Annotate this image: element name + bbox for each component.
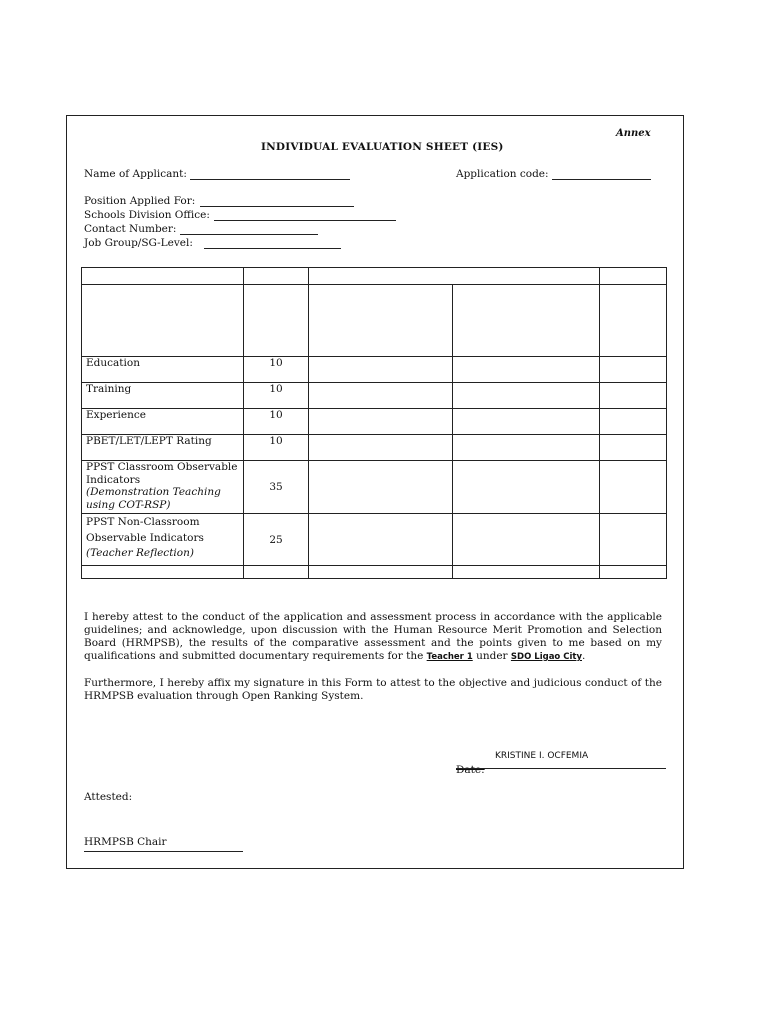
points-cell: 10 [244,409,309,435]
position-value: Teacher 1 [426,652,473,662]
score-cell[interactable] [600,409,667,435]
score-cell[interactable] [453,514,600,566]
points-cell: 10 [244,357,309,383]
total-cell [600,566,667,579]
table-total-row [82,566,667,579]
score-cell[interactable] [309,409,453,435]
affirmation-paragraph: Furthermore, I hereby affix my signature in this Form to attest to the objective and judicious conduct of the HRMPSB evaluation through Open Ranking System. [84,677,662,702]
score-cell[interactable] [309,435,453,461]
score-cell[interactable] [453,383,600,409]
division-office-label: Schools Division Office: [84,209,210,221]
score-cell[interactable] [309,514,453,566]
table-header-row [82,268,667,285]
attestation-text: I hereby attest to the conduct of the application and assessment process in accordance with the applicable guidelines; and acknowledge, upon discussion with the Human Resource Merit Promotion and Selection Board (HRMPSB), the results of the comparative assessment and the points given to me based on my qualifications and submitted documentary requirements for the [84,611,662,662]
office-value: SDO Ligao City [510,652,582,662]
score-cell[interactable] [453,435,600,461]
score-cell[interactable] [600,357,667,383]
header-cell [600,285,667,357]
total-cell [309,566,453,579]
criteria-text: PPST Non-Classroom Observable Indicators [86,516,204,544]
criteria-cell: Training [82,383,244,409]
points-cell: 10 [244,383,309,409]
criteria-cell [82,461,244,514]
applicant-name-line[interactable] [190,179,350,180]
header-cell [244,268,309,285]
header-cell [244,285,309,357]
criteria-note: (Teacher Reflection) [86,547,194,559]
table-row [82,357,667,383]
table-row [82,383,667,409]
table-subheader-row [82,285,667,357]
position-line[interactable] [200,206,354,207]
header-cell [82,268,244,285]
position-label: Position Applied For: [84,195,196,207]
score-cell[interactable] [600,461,667,514]
total-cell [453,566,600,579]
criteria-cell: PBET/LET/LEPT Rating [82,435,244,461]
table-row [82,461,667,514]
division-office-line[interactable] [214,220,396,221]
criteria-cell [82,514,244,566]
score-cell[interactable] [309,383,453,409]
page-title: INDIVIDUAL EVALUATION SHEET (IES) [261,141,504,153]
score-cell[interactable] [453,409,600,435]
contact-number-line[interactable] [180,234,318,235]
header-cell [82,285,244,357]
table-row [82,409,667,435]
application-code-line[interactable] [552,179,651,180]
applicant-name-label: Name of Applicant: [84,168,187,180]
score-cell[interactable] [309,461,453,514]
points-cell: 25 [244,514,309,566]
score-cell[interactable] [309,357,453,383]
application-code-label: Application code: [456,168,549,180]
under-word: under [476,650,508,662]
period: . [582,650,586,662]
score-cell[interactable] [600,435,667,461]
job-group-line[interactable] [204,248,341,249]
criteria-text: PPST Classroom Observable Indicators [86,461,238,486]
signatory-name: KRISTINE I. OCFEMIA [495,751,589,761]
evaluation-table [81,267,667,579]
contact-number-label: Contact Number: [84,223,177,235]
criteria-note: (Demonstration Teaching using COT-RSP) [86,486,221,511]
score-cell[interactable] [453,461,600,514]
header-cell [453,285,600,357]
header-cell [309,268,600,285]
total-cell [244,566,309,579]
criteria-cell: Experience [82,409,244,435]
chair-label: HRMPSB Chair [84,836,167,848]
header-cell [600,268,667,285]
date-label: Date: [456,764,485,776]
signature-line[interactable] [456,768,666,769]
header-cell [309,285,453,357]
score-cell[interactable] [453,357,600,383]
total-cell [82,566,244,579]
job-group-label: Job Group/SG-Level: [84,237,193,249]
attestation-paragraph [84,611,662,664]
points-cell: 10 [244,435,309,461]
chair-signature-line[interactable] [84,851,243,852]
criteria-cell: Education [82,357,244,383]
attested-label: Attested: [84,791,133,803]
score-cell[interactable] [600,514,667,566]
score-cell[interactable] [600,383,667,409]
annex-label: Annex [616,128,651,139]
points-cell: 35 [244,461,309,514]
table-row [82,435,667,461]
table-row [82,514,667,566]
